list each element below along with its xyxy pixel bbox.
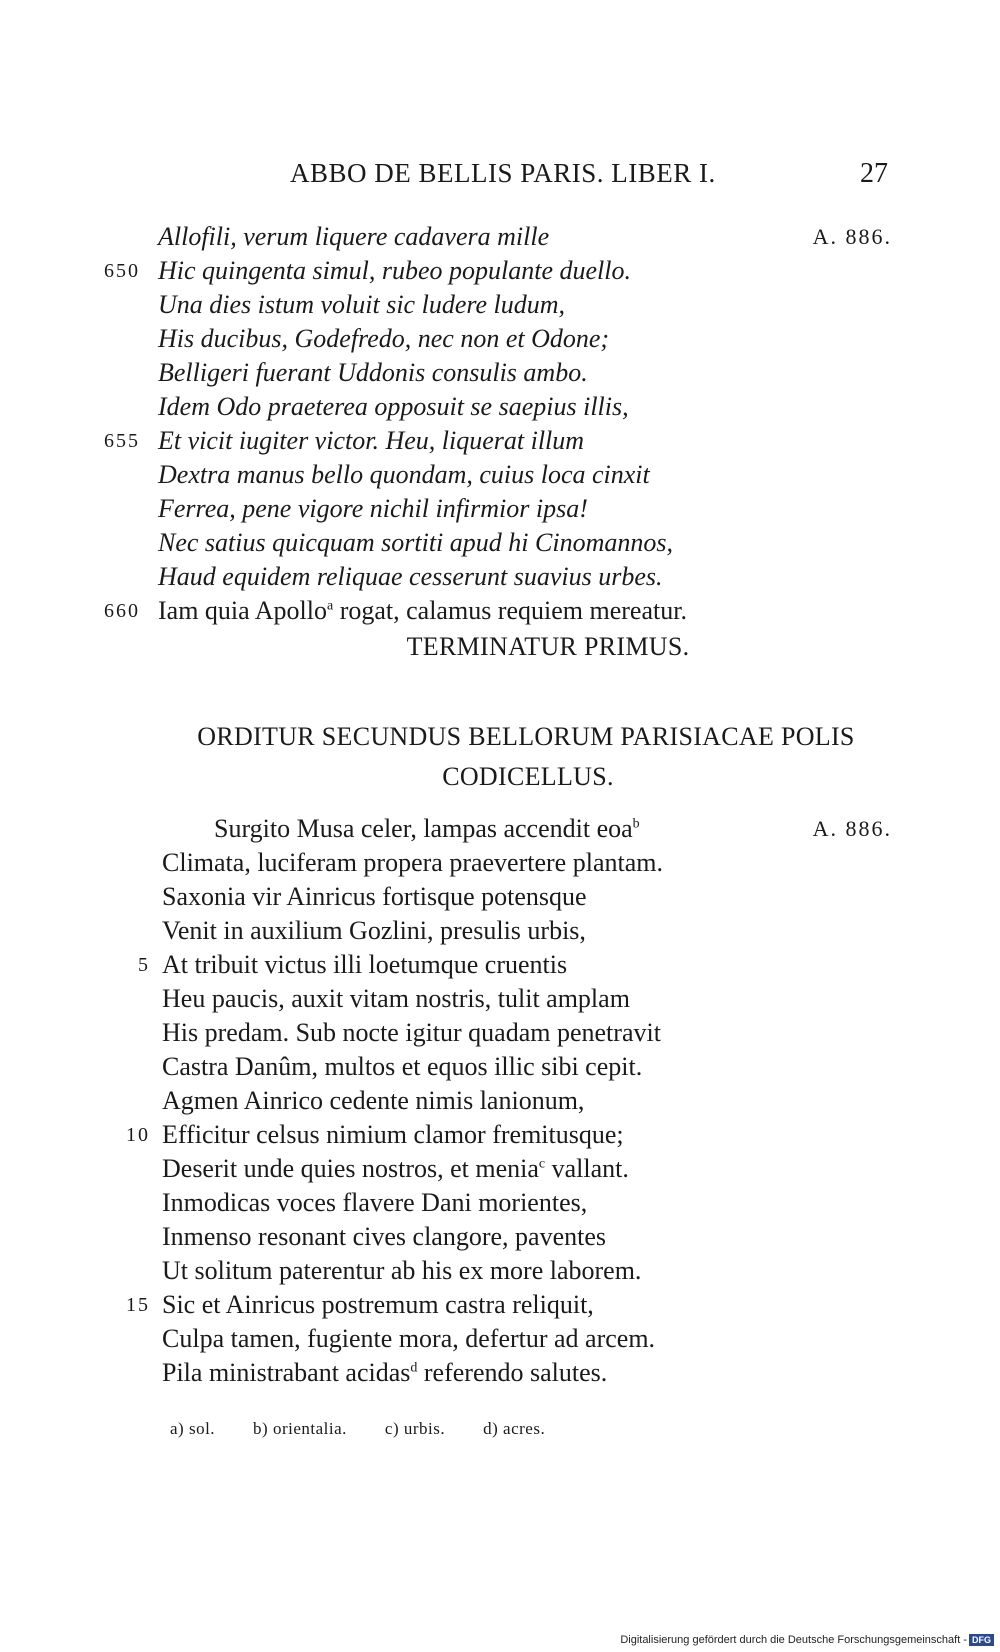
line-number: 10 xyxy=(126,1124,150,1146)
verse-text: His ducibus, Godefredo, nec non et Odone; xyxy=(158,324,610,353)
verse-line xyxy=(0,288,1000,322)
verse-line xyxy=(0,526,1000,560)
verse-text: Ut solitum paterentur ab his ex more laborem. xyxy=(162,1256,642,1285)
verse-line xyxy=(0,1356,1000,1390)
year-marginal-note: A. 886. xyxy=(812,224,892,249)
verse-line xyxy=(0,560,1000,594)
verse-line xyxy=(0,356,1000,390)
verse-line xyxy=(0,1220,1000,1254)
verse-line xyxy=(0,812,1000,846)
verse-line xyxy=(0,390,1000,424)
line-number: 5 xyxy=(138,954,150,976)
verse-line xyxy=(0,254,1000,288)
line-number: 15 xyxy=(126,1294,150,1316)
verse-line xyxy=(0,492,1000,526)
verse-text: Castra Danûm, multos et equos illic sibi cepit. xyxy=(162,1052,643,1081)
verse-line xyxy=(0,1118,1000,1152)
verse-text: Allofili, verum liquere cadavera mille xyxy=(158,222,550,251)
footnote-marker: a xyxy=(326,598,334,614)
verse-line xyxy=(0,1322,1000,1356)
page-number: 27 xyxy=(860,158,888,189)
verse-text: Belligeri fuerant Uddonis consulis ambo. xyxy=(158,358,588,387)
footnote: d) acres. xyxy=(483,1419,546,1438)
verse-line xyxy=(0,1050,1000,1084)
verse-text: His predam. Sub nocte igitur quadam penetravit xyxy=(162,1018,661,1047)
verse-line xyxy=(0,594,1000,628)
verse-line xyxy=(0,458,1000,492)
verse-text: Haud equidem reliquae cesserunt suavius urbes. xyxy=(158,562,663,591)
verse-text: Agmen Ainrico cedente nimis lanionum, xyxy=(162,1086,585,1115)
dfg-logo: DFG xyxy=(969,1634,994,1646)
running-title: ABBO DE BELLIS PARIS. LIBER I. xyxy=(290,158,716,188)
verse-text: Saxonia vir Ainricus fortisque potensque xyxy=(162,882,587,911)
footnote: c) urbis. xyxy=(384,1419,446,1438)
verse-text: Dextra manus bello quondam, cuius loca cinxit xyxy=(158,460,650,489)
year-marginal-note: A. 886. xyxy=(812,816,892,841)
verse-text: Venit in auxilium Gozlini, presulis urbis, xyxy=(162,916,586,945)
verse-text: Nec satius quicquam sortiti apud hi Cinomannos, xyxy=(158,528,673,557)
verse-text: Pila ministrabant acidas$^d$ referendo salutes. xyxy=(162,1358,608,1387)
verse-line xyxy=(0,424,1000,458)
line-number: 655 xyxy=(104,430,140,452)
verse-text: Culpa tamen, fugiente mora, defertur ad arcem. xyxy=(162,1324,656,1353)
footnote-marker: d xyxy=(410,1360,418,1376)
verse-line xyxy=(0,948,1000,982)
verse-line xyxy=(0,1084,1000,1118)
verse-line xyxy=(0,1186,1000,1220)
book-two-heading-cont: CODICELLUS. xyxy=(442,762,614,791)
verse-text: Idem Odo praeterea opposuit se saepius illis, xyxy=(158,392,629,421)
verse-text: Sic et Ainricus postremum castra reliquit, xyxy=(162,1290,594,1319)
verse-text: Inmodicas voces flavere Dani morientes, xyxy=(162,1188,588,1217)
verse-text: Una dies istum voluit sic ludere ludum, xyxy=(158,290,566,319)
verse-line xyxy=(0,914,1000,948)
digitization-credit: Digitalisierung gefördert durch die Deutsche Forschungsgemeinschaft - DFG xyxy=(620,1634,994,1646)
verse-text: Heu paucis, auxit vitam nostris, tulit amplam xyxy=(162,984,630,1013)
verse-text: Surgito Musa celer, lampas accendit eoa$^b$ xyxy=(214,814,640,843)
running-header xyxy=(0,158,1000,198)
footnote-marker: b xyxy=(632,816,640,832)
footnote-marker: c xyxy=(538,1156,546,1172)
verse-line xyxy=(0,1152,1000,1186)
verse-text: Efficitur celsus nimium clamor fremitusque; xyxy=(162,1120,624,1149)
verse-text: Et vicit iugiter victor. Heu, liquerat illum xyxy=(158,426,585,455)
verse-text: At tribuit victus illi loetumque cruentis xyxy=(162,950,568,979)
verse-text: Inmenso resonant cives clangore, paventes xyxy=(162,1222,607,1251)
verse-line xyxy=(0,220,1000,254)
footnote: b) orientalia. xyxy=(253,1419,347,1438)
book-two-heading: ORDITUR SECUNDUS BELLORUM PARISIACAE POLIS xyxy=(197,722,855,751)
verse-text: Ferrea, pene vigore nichil infirmior ipsa! xyxy=(158,494,588,523)
verse-text: Deserit unde quies nostros, et menia$^c$ vallant. xyxy=(162,1154,629,1183)
verse-line xyxy=(0,1288,1000,1322)
verse-line xyxy=(0,880,1000,914)
verse-line xyxy=(0,322,1000,356)
verse-text: Iam quia Apollo$^a$ rogat, calamus requiem mereatur. xyxy=(158,596,687,625)
verse-line xyxy=(0,846,1000,880)
footnotes xyxy=(170,1419,583,1439)
footnote: a) sol. xyxy=(170,1419,216,1438)
line-number: 660 xyxy=(104,600,140,622)
verse-text: Climata, luciferam propera praevertere plantam. xyxy=(162,848,663,877)
verse-line xyxy=(0,1016,1000,1050)
verse-line xyxy=(0,1254,1000,1288)
line-number: 650 xyxy=(104,260,140,282)
book-one-end-rubric: TERMINATUR PRIMUS. xyxy=(406,632,690,661)
verse-line xyxy=(0,982,1000,1016)
verse-text: Hic quingenta simul, rubeo populante duello. xyxy=(158,256,632,285)
